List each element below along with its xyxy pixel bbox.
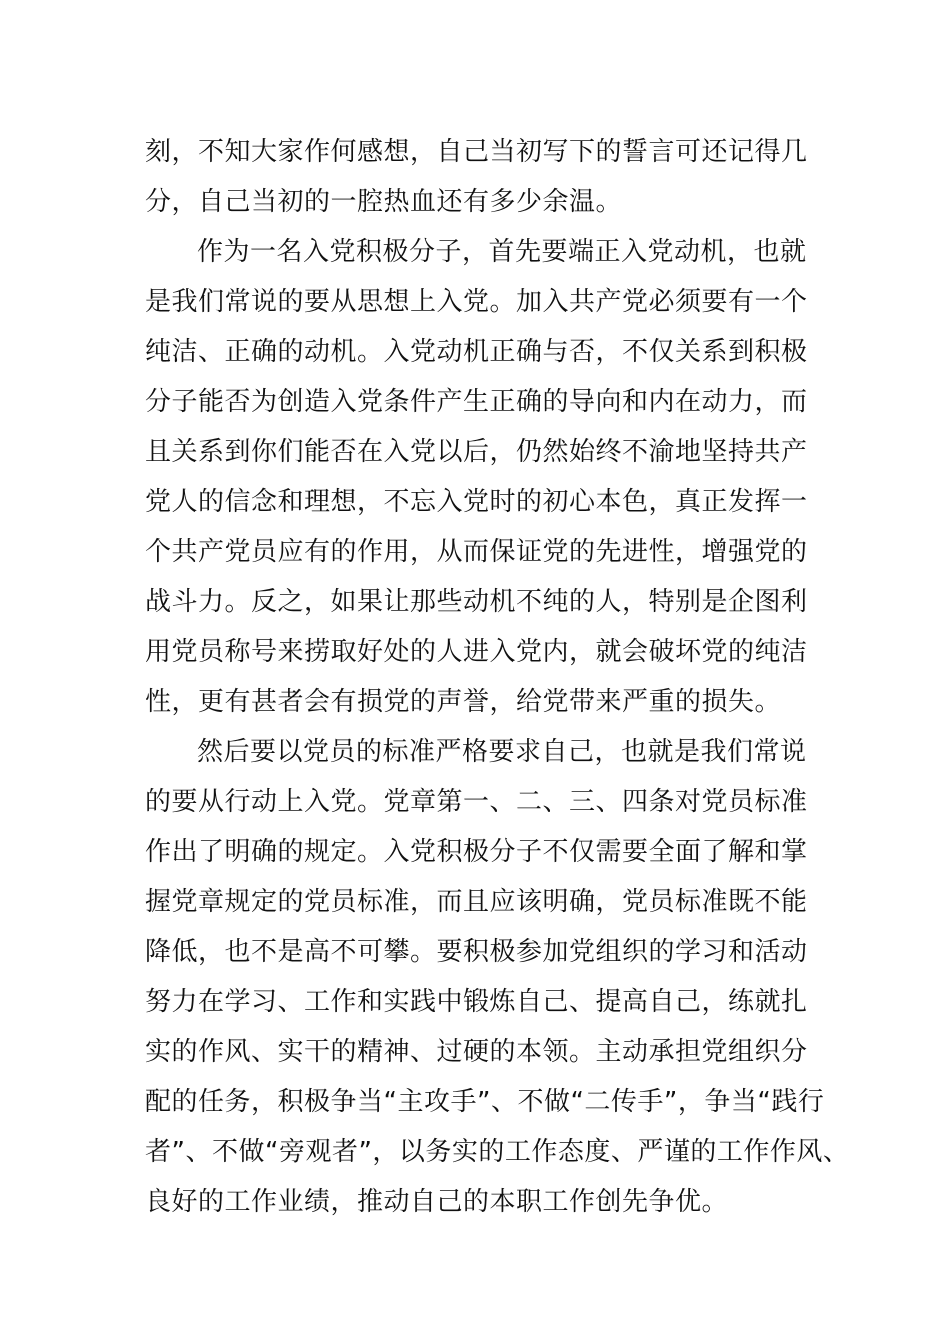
text-line: 党人的信念和理想，不忘入党时的初心本色，真正发挥一	[145, 487, 808, 517]
text-line: 个共产党员应有的作用，从而保证党的先进性，增强党的	[145, 537, 808, 567]
text-line: 者”、不做“旁观者”，以务实的工作态度、严谨的工作作风、	[145, 1137, 850, 1167]
paragraph-start-line: 作为一名入党积极分子，首先要端正入党动机，也就	[197, 237, 807, 267]
text-line: 用党员称号来捞取好处的人进入党内，就会破坏党的纯洁	[145, 637, 808, 667]
text-line: 分，自己当初的一腔热血还有多少余温。	[145, 187, 623, 217]
text-line: 分子能否为创造入党条件产生正确的导向和内在动力，而	[145, 387, 808, 417]
body-text	[145, 127, 850, 1227]
text-line: 刻，不知大家作何感想，自己当初写下的誓言可还记得几	[145, 137, 808, 167]
text-line: 降低，也不是高不可攀。要积极参加党组织的学习和活动	[145, 937, 808, 967]
text-line: 的要从行动上入党。党章第一、二、三、四条对党员标准	[145, 787, 808, 817]
text-line: 良好的工作业绩，推动自己的本职工作创先争优。	[145, 1187, 729, 1217]
text-line: 努力在学习、工作和实践中锻炼自己、提高自己，练就扎	[145, 987, 808, 1017]
text-line: 是我们常说的要从思想上入党。加入共产党必须要有一个	[145, 287, 808, 317]
text-line: 配的任务，积极争当“主攻手”、不做“二传手”，争当“践行	[145, 1087, 825, 1117]
paragraph-start-line: 然后要以党员的标准严格要求自己，也就是我们常说	[197, 737, 807, 767]
text-line: 且关系到你们能否在入党以后，仍然始终不渝地坚持共产	[145, 437, 808, 467]
text-line: 纯洁、正确的动机。入党动机正确与否，不仅关系到积极	[145, 337, 808, 367]
text-line: 握党章规定的党员标准，而且应该明确，党员标准既不能	[145, 887, 808, 917]
text-line: 作出了明确的规定。入党积极分子不仅需要全面了解和掌	[145, 837, 808, 867]
text-line: 实的作风、实干的精神、过硬的本领。主动承担党组织分	[145, 1037, 808, 1067]
text-line: 战斗力。反之，如果让那些动机不纯的人，特别是企图利	[145, 587, 808, 617]
text-line: 性，更有甚者会有损党的声誉，给党带来严重的损失。	[145, 687, 782, 717]
